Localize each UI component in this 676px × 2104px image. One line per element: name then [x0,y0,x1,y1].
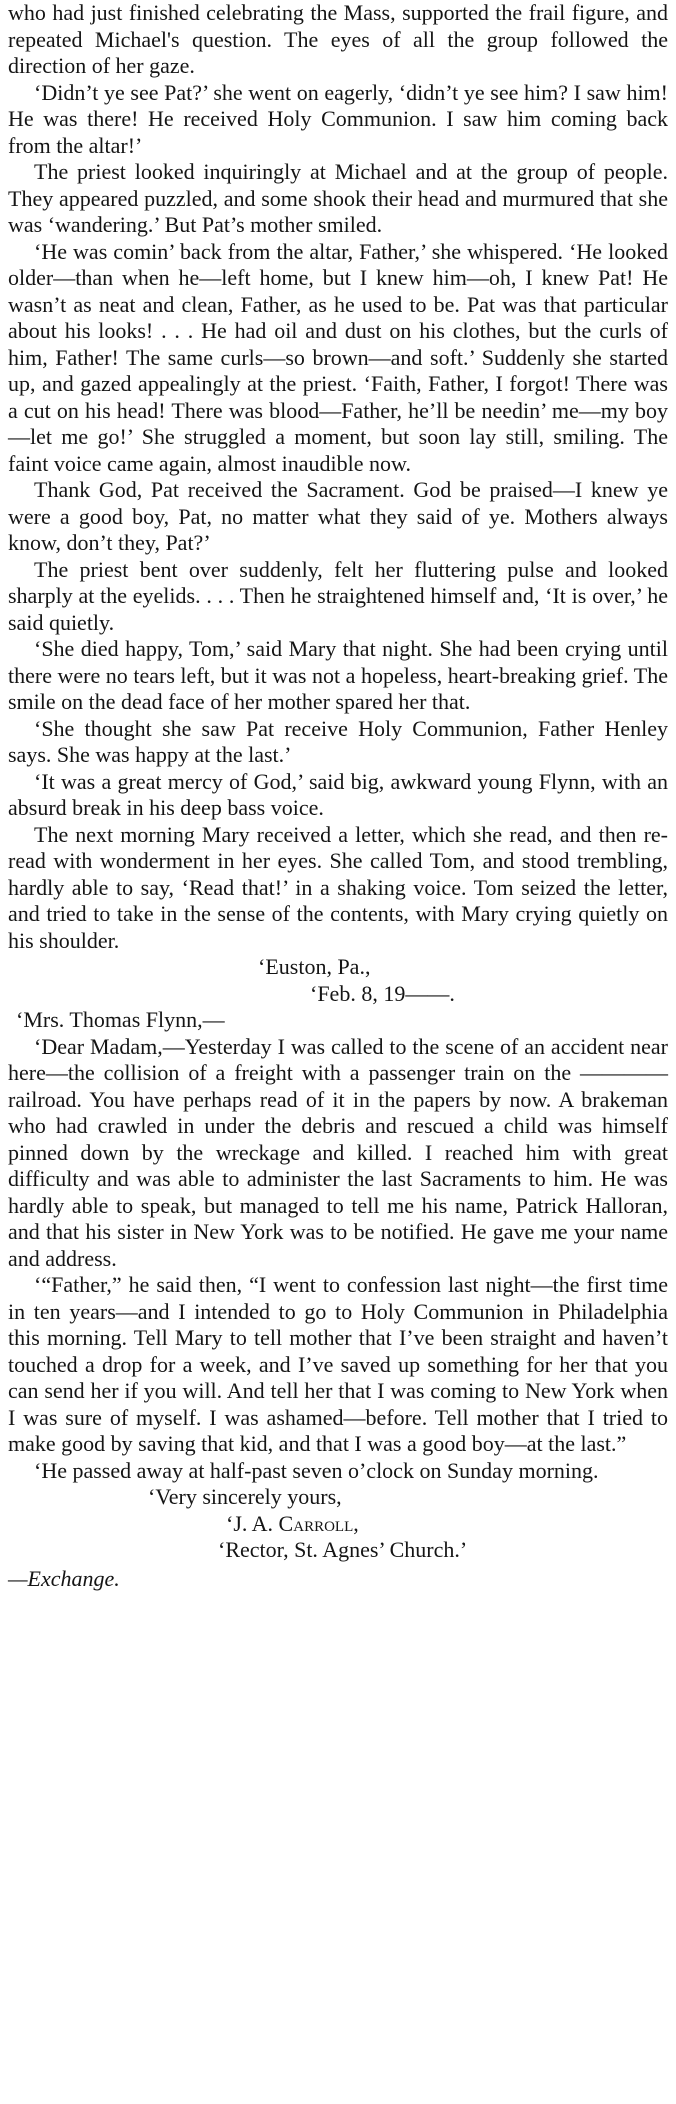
letter-signature-name: ‘J. A. Carroll, [226,1510,359,1536]
letter-paragraph: ‘“Father,” he said then, “I went to confession last night—the first time in ten years—and I intended to go to Holy Communion in Philadelphia this morning. Tell Mary to tell mother that I’ve been straight and haven’t touched a drop for a week, and I’ve saved up something for her that you can send her if you will. And tell her that I was coming to New York when I was sure of myself. I was ashamed—before. Tell mother that I tried to make good by saving that kid, and that I was a good boy—at the last.” [8,1272,668,1456]
source-credit: —Exchange. [8,1565,120,1591]
letter-paragraph: ‘He passed away at half-past seven o’clock on Sunday morning. [34,1457,599,1483]
story-paragraph: ‘She thought she saw Pat receive Holy Communion, Father Henley says. She was happy at the last.’ [8,715,668,767]
letter-place: ‘Euston, Pa., [258,954,371,979]
story-paragraph: The next morning Mary received a letter, which she read, and then re-read with wonderment in her eyes. She called Tom, and stood trembling, hardly able to say, ‘Read that!’ in a shaking voice. Tom seized the letter, and tried to take in the sense of the contents, with Mary crying quietly on his shoulder. [8,821,668,953]
letter-date: ‘Feb. 8, 19——. [310,980,455,1006]
story-paragraph: ‘She died happy, Tom,’ said Mary that night. She had been crying until there were no tears left, but it was not a hopeless, heart-breaking grief. The smile on the dead face of her mother spared her that. [8,636,668,714]
letter-signature-title: ‘Rector, St. Agnes’ Church.’ [218,1537,468,1562]
story-paragraph: who had just finished celebrating the Mass, supported the frail figure, and repeated Michael's question. The eyes of all the group followed the direction of her gaze. [8,0,668,78]
story-paragraph: ‘Didn’t ye see Pat?’ she went on eagerly, ‘didn’t ye see him? I saw him! He was there! He received Holy Communion. I saw him coming back from the altar!’ [8,79,668,158]
story-paragraph: ‘He was comin’ back from the altar, Father,’ she whispered. ‘He looked older—than when he—left home, but I knew him—oh, I knew Pat! He wasn’t as neat and clean, Father, as he used to be. Pat was that particular about his looks! . . . He had oil and dust on his clothes, but the curls of him, Father! The same curls—so brown—and soft.’ Suddenly she started up, and gazed appealingly at the priest. ‘Faith, Father, I forgot! There was a cut on his head! There was blood—Father, he’ll be needin’ me—my boy—let me go!’ She struggled a moment, but soon lay still, smiling. The faint voice came again, almost inaudible now. [8,238,668,476]
letter-paragraph: ‘Dear Madam,—Yesterday I was called to the scene of an accident near here—the collision of a freight with a passenger train on the ———— railroad. You have perhaps read of it in the papers by now. A brakeman who had crawled in under the debris and rescued a child was himself pinned down by the wreckage and killed. I reached him with great difficulty and was able to administer the last Sacraments to him. He was hardly able to speak, but managed to tell me his name, Patrick Halloran, and that his sister in New York was to be notified. He gave me your name and address. [8,1033,668,1271]
story-paragraph: Thank God, Pat received the Sacrament. God be praised—I knew ye were a good boy, Pat, no matter what they said of ye. Mothers always know, don’t they, Pat?’ [8,477,668,555]
letter [8,954,668,1564]
letter-salutation: ‘Mrs. Thomas Flynn,— [16,1007,225,1032]
story-paragraph: The priest bent over suddenly, felt her fluttering pulse and looked sharply at the eyelids. . . . Then he straightened himself and, ‘It is over,’ he said quietly. [8,556,668,635]
story-paragraph: The priest looked inquiringly at Michael and at the group of people. They appeared puzzled, and some shook their head and murmured that she was ‘wandering.’ But Pat’s mother smiled. [8,159,668,237]
story-paragraph: ‘It was a great mercy of God,’ said big, awkward young Flynn, with an absurd break in his deep bass voice. [8,768,668,820]
letter-closing: ‘Very sincerely yours, [148,1484,342,1509]
